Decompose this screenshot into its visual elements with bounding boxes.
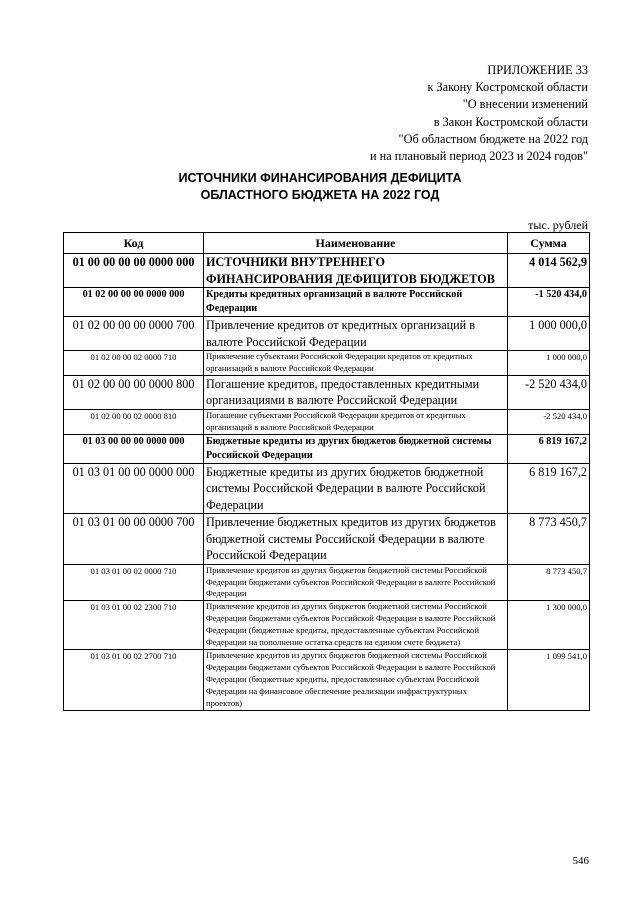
row-code: 01 03 01 00 00 0000 000 — [64, 463, 204, 514]
appendix-line: в Закон Костромской области — [433, 114, 588, 129]
row-name: Привлечение кредитов от кредитных организаций в валюте Российской Федерации — [204, 317, 508, 351]
appendix-line: "О внесении изменений — [462, 97, 588, 112]
table-row — [64, 288, 590, 317]
appendix-line: к Закону Костромской области — [427, 80, 588, 95]
row-sum: 6 819 167,2 — [508, 463, 590, 514]
row-name: Бюджетные кредиты из других бюджетов бюджетной системы Российской Федерации в валюте Российской Федерации — [204, 463, 508, 514]
table-header-row — [64, 233, 590, 254]
row-code: 01 03 01 00 00 0000 700 — [64, 514, 204, 565]
row-sum: 4 014 562,9 — [508, 254, 590, 288]
row-name: ИСТОЧНИКИ ВНУТРЕННЕГО ФИНАНСИРОВАНИЯ ДЕФИЦИТОВ БЮДЖЕТОВ — [204, 254, 508, 288]
table-row — [64, 351, 590, 376]
row-sum: 1 300 000,0 — [508, 601, 590, 650]
row-code: 01 03 00 00 00 0000 000 — [64, 434, 204, 463]
row-code: 01 02 00 00 02 0000 810 — [64, 409, 204, 434]
appendix-line: и на плановый период 2023 и 2024 годов" — [369, 149, 588, 164]
table-row — [64, 375, 590, 409]
row-code: 01 00 00 00 00 0000 000 — [64, 254, 204, 288]
row-code: 01 02 00 00 00 0000 800 — [64, 375, 204, 409]
column-header-name: Наименование — [204, 233, 508, 254]
appendix-line: "Об областном бюджете на 2022 год — [398, 131, 588, 146]
table-row — [64, 409, 590, 434]
appendix-header — [370, 62, 588, 165]
table-row — [64, 254, 590, 288]
document-title-line: ОБЛАСТНОГО БЮДЖЕТА НА 2022 ГОД — [200, 188, 440, 202]
table-row — [64, 434, 590, 463]
row-code: 01 02 00 00 00 0000 700 — [64, 317, 204, 351]
row-sum: 1 099 541,0 — [508, 649, 590, 710]
column-header-sum: Сумма — [508, 233, 590, 254]
table-row — [64, 317, 590, 351]
row-code: 01 03 01 00 02 2700 710 — [64, 649, 204, 710]
financing-sources-table — [63, 232, 590, 711]
table-row — [64, 463, 590, 514]
table-row — [64, 649, 590, 710]
page-number: 546 — [572, 855, 589, 867]
column-header-code: Код — [64, 233, 204, 254]
row-name: Бюджетные кредиты из других бюджетов бюджетной системы Российской Федерации — [204, 434, 508, 463]
row-name: Привлечение кредитов из других бюджетов бюджетной системы Российской Федерации бюджетами субъектов Российской Федерации в валюте Российской Федерации — [204, 564, 508, 601]
document-title-line: ИСТОЧНИКИ ФИНАНСИРОВАНИЯ ДЕФИЦИТА — [178, 171, 462, 185]
row-name: Привлечение бюджетных кредитов из других бюджетов бюджетной системы Российской Федерации в валюте Российской Федерации — [204, 514, 508, 565]
row-name: Привлечение кредитов из других бюджетов бюджетной системы Российской Федерации бюджетами субъектов Российской Федерации в валюте Российской Федерации (бюджетные кредиты, предоставленные субъектам Российской Федерации на финансовое обеспечение реализации инфраструктурных проектов) — [204, 649, 508, 710]
row-name: Кредиты кредитных организаций в валюте Российской Федерации — [204, 288, 508, 317]
table-row — [64, 514, 590, 565]
row-code: 01 03 01 00 02 2300 710 — [64, 601, 204, 650]
document-title — [0, 170, 640, 204]
row-code: 01 02 00 00 00 0000 000 — [64, 288, 204, 317]
row-name: Привлечение кредитов из других бюджетов бюджетной системы Российской Федерации бюджетами субъектов Российской Федерации в валюте Российской Федерации (бюджетные кредиты, предоставленные субъектам Российской Федерации на пополнение остатка средств на едином счете бюджета) — [204, 601, 508, 650]
row-name: Погашение кредитов, предоставленных кредитными организациями в валюте Российской Федерации — [204, 375, 508, 409]
table-row — [64, 564, 590, 601]
row-sum: -2 520 434,0 — [508, 375, 590, 409]
row-sum: 6 819 167,2 — [508, 434, 590, 463]
appendix-line: ПРИЛОЖЕНИЕ 33 — [487, 63, 588, 77]
row-name: Погашение субъектами Российской Федерации кредитов от кредитных организаций в валюте Российской Федерации — [204, 409, 508, 434]
row-code: 01 03 01 00 02 0000 710 — [64, 564, 204, 601]
row-sum: 8 773 450,7 — [508, 564, 590, 601]
row-sum: 1 000 000,0 — [508, 317, 590, 351]
table-row — [64, 601, 590, 650]
row-code: 01 02 00 00 02 0000 710 — [64, 351, 204, 376]
row-sum: 8 773 450,7 — [508, 514, 590, 565]
row-name: Привлечение субъектами Российской Федерации кредитов от кредитных организаций в валюте Российской Федерации — [204, 351, 508, 376]
row-sum: -2 520 434,0 — [508, 409, 590, 434]
row-sum: -1 520 434,0 — [508, 288, 590, 317]
units-label: тыс. рублей — [528, 218, 588, 232]
row-sum: 1 000 000,0 — [508, 351, 590, 376]
